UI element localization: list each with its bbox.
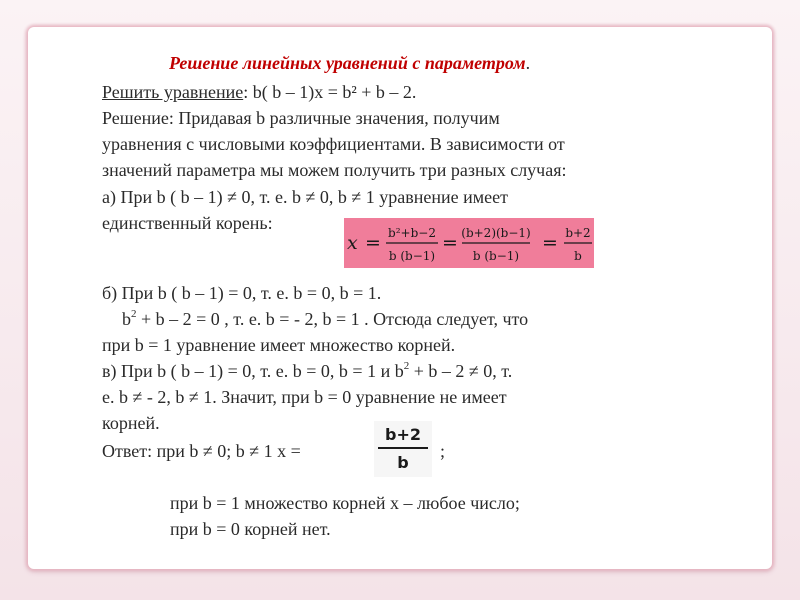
quad-exponent: 2 [131,308,137,320]
case-c-exponent: 2 [403,360,410,372]
case-b-conclusion: при b = 1 уравнение имеет множество корней. [102,335,456,355]
answer-frac-numerator: b+2 [385,425,421,444]
quad-b: b [122,309,131,329]
quad-rest: + b – 2 = 0 , т. е. b = - 2, b = 1 . Отсюда следует, что [136,309,529,329]
task-equation: : b( b – 1)x = b² + b – 2. [243,82,417,102]
frac2-numerator: (b+2)(b−1) [461,226,531,240]
answer-frac-denominator: b [397,453,409,472]
slide-title [169,52,530,74]
case-b-line: б) При b ( b – 1) = 0, т. е. b = 0, b = 1. [102,283,382,303]
frac2-denominator: b (b−1) [472,249,520,263]
case-c-line [102,360,512,382]
case-c-line-2: е. b ≠ - 2, b ≠ 1. Значит, при b = 0 уравнение не имеет [102,387,507,407]
formula-svg [344,218,594,268]
formula-eq-2: = [442,232,458,254]
formula-box [344,218,594,268]
case-c-part2: + b – 2 ≠ 0, т. [409,361,513,381]
case-a-line: а) При b ( b – 1) ≠ 0, т. е. b ≠ 0, b ≠ 1 уравнение имеет [102,187,508,207]
solution-line-1: Решение: Придавая b различные значения, получим [102,108,500,128]
case-b-quadratic-line [122,308,528,330]
frac3-denominator: b [574,249,582,263]
formula-eq-3: = [542,232,558,254]
title-dot: . [525,53,531,73]
formula-x: x [347,232,358,254]
answer-line-3: при b = 0 корней нет. [170,519,331,539]
task-label: Решить уравнение [102,82,244,102]
answer-line: Ответ: при b ≠ 0; b ≠ 1 x = [102,441,301,461]
case-a-root-line: единственный корень: [102,213,273,233]
answer-fraction [374,421,432,477]
answer-semicolon: ; [440,441,446,461]
task-line [102,81,416,103]
answer-fraction-svg [374,421,432,477]
frac1-numerator: b²+b−2 [388,226,436,240]
frac3-numerator: b+2 [565,226,591,240]
solution-line-2: уравнения с числовыми коэффициентами. В зависимости от [102,134,565,154]
case-c-line-3: корней. [102,413,160,433]
answer-line-2: при b = 1 множество корней х – любое число; [170,493,520,513]
title-text: Решение линейных уравнений с параметром [169,53,526,73]
case-c-part1: в) При b ( b – 1) = 0, т. е. b = 0, b = 1 и b [102,361,404,381]
solution-line-3: значений параметра мы можем получить три разных случая: [102,160,567,180]
frac1-denominator: b (b−1) [388,249,436,263]
formula-eq-1: = [365,232,381,254]
